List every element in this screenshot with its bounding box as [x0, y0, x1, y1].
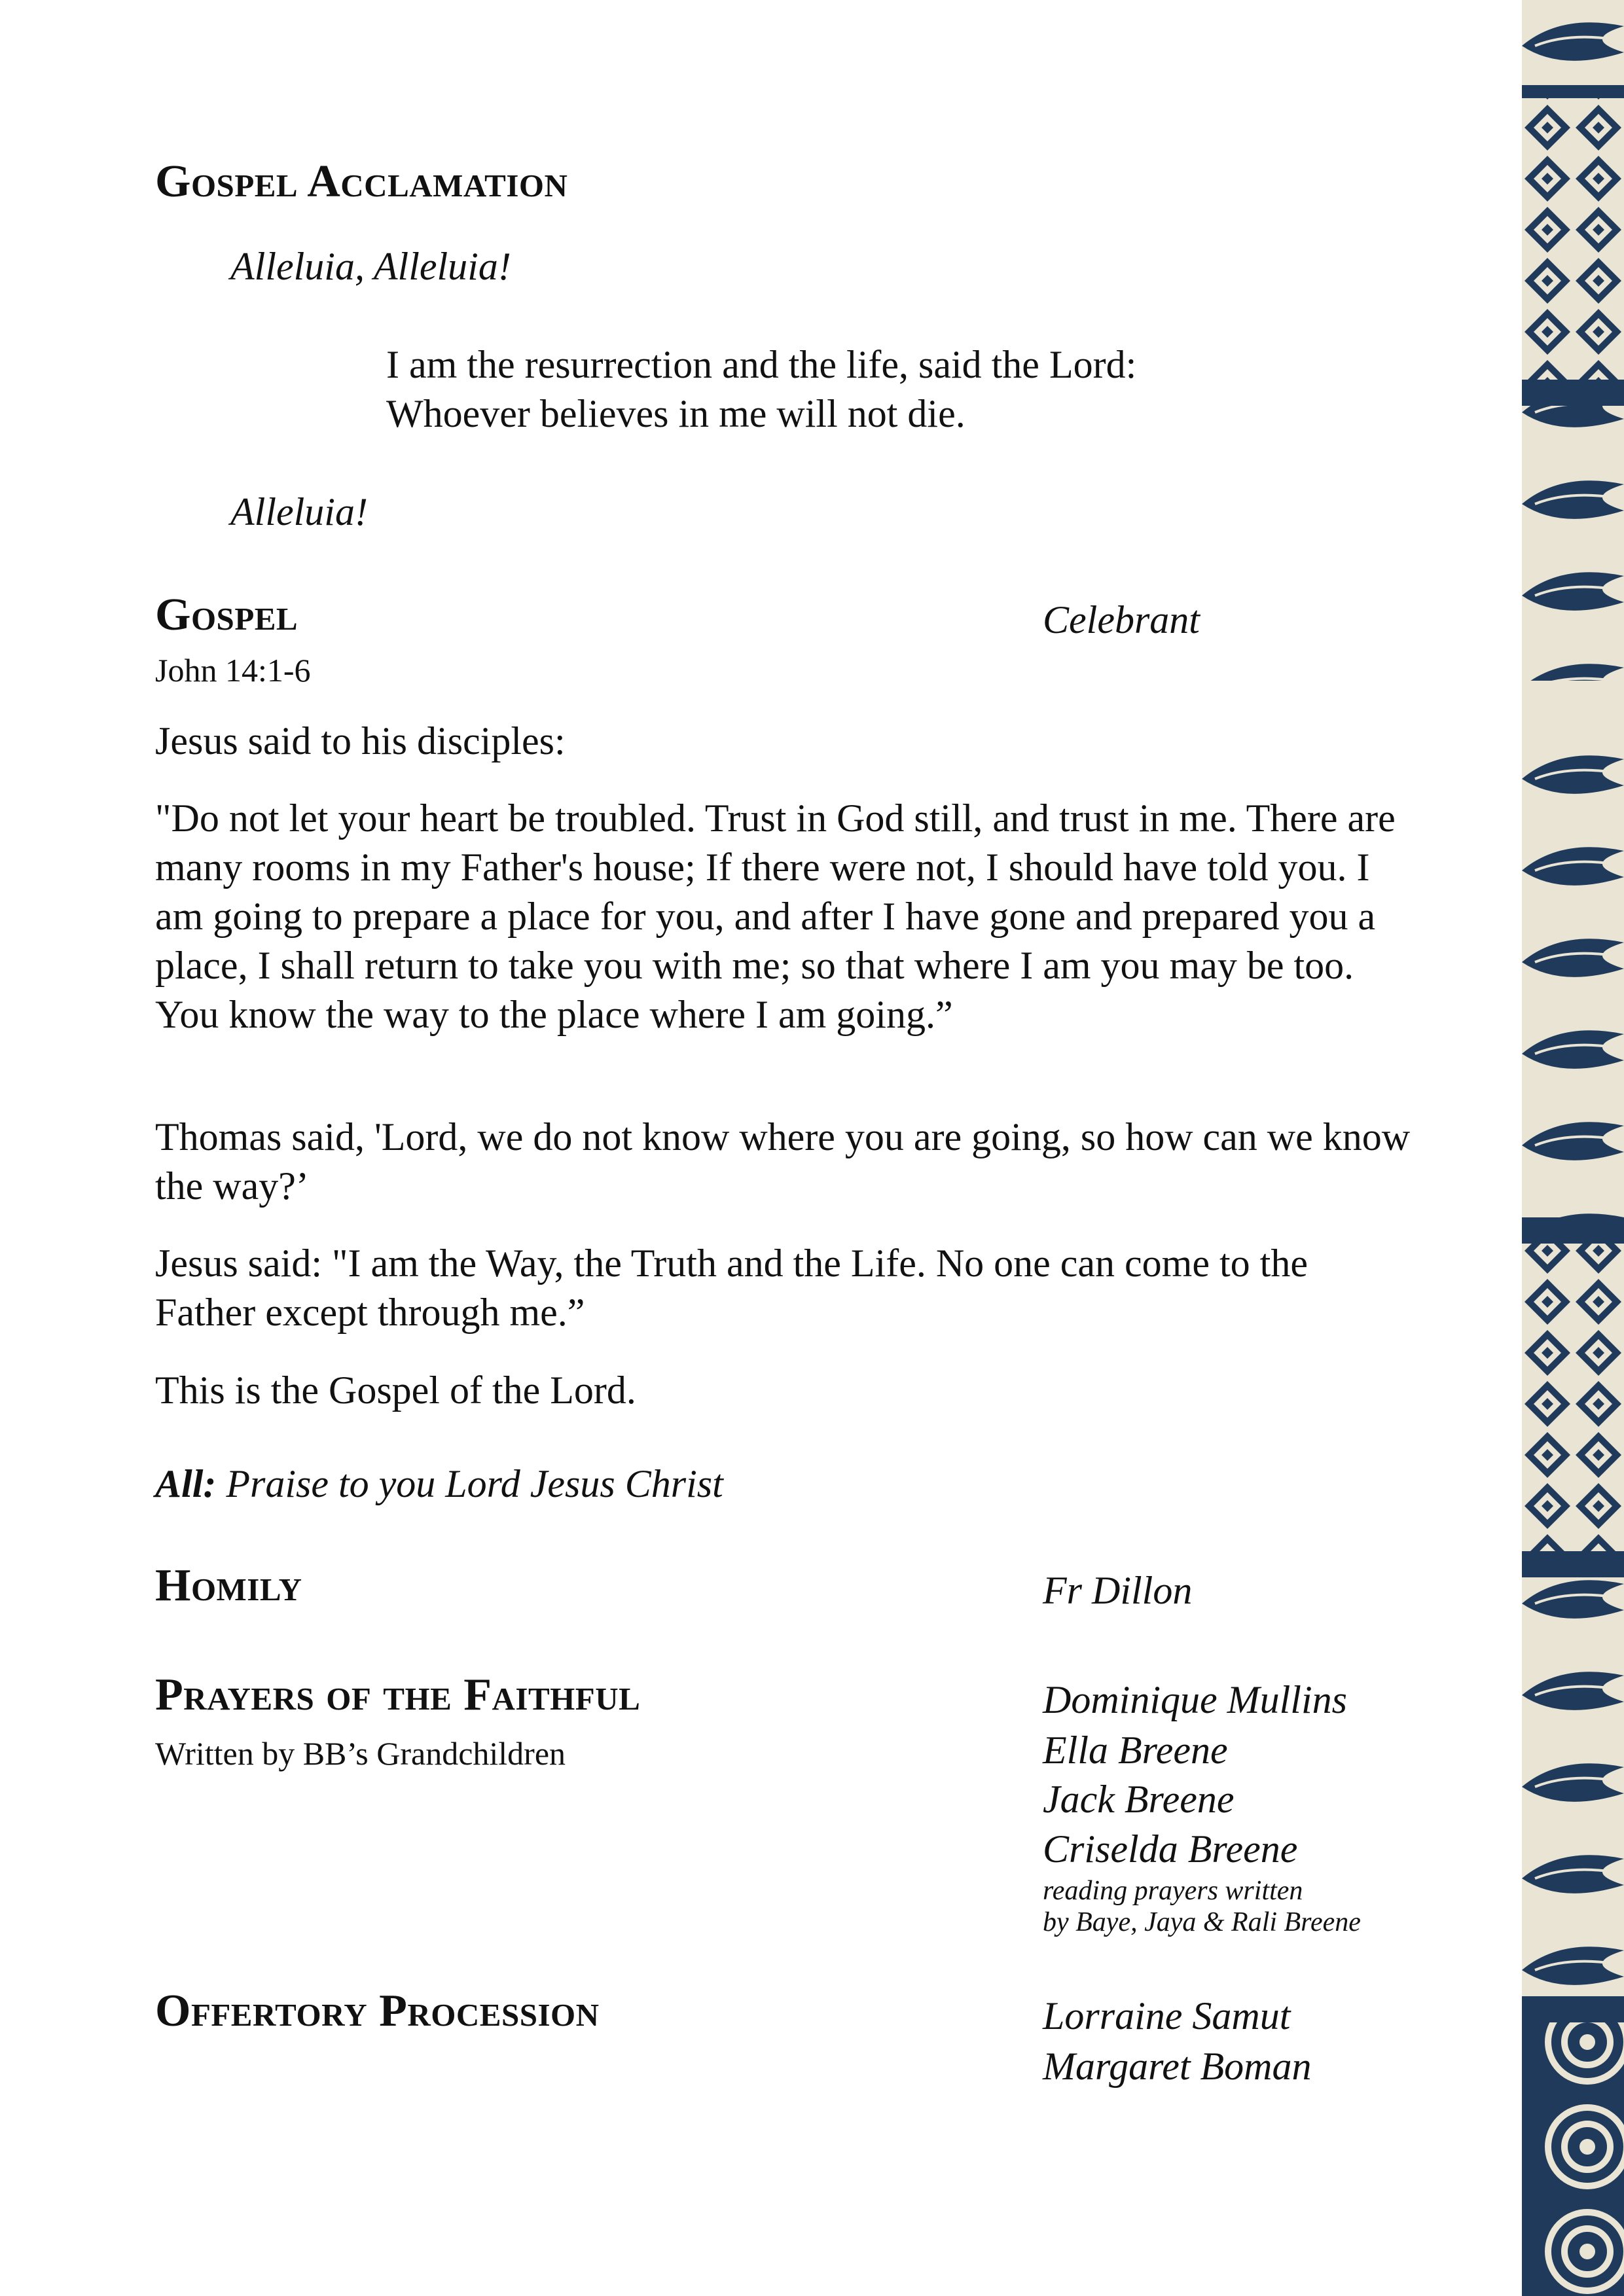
prayers-reader: Ella Breene: [1043, 1729, 1228, 1772]
offertory-reader: Margaret Boman: [1043, 2045, 1312, 2088]
gospel-paragraph: Jesus said: "I am the Way, the Truth and the Life. No one can come to the Father except through me.”: [155, 1242, 1308, 1334]
gospel-reader: Celebrant: [1043, 598, 1200, 641]
prayers-subtitle: Written by BB’s Grandchildren: [155, 1735, 566, 1772]
alleluia-close: Alleluia!: [230, 490, 368, 533]
alleluia-open: Alleluia, Alleluia!: [230, 245, 511, 288]
gospel-acclamation-heading: Gospel Acclamation: [155, 156, 568, 207]
offertory-heading: Offertory Procession: [155, 1986, 600, 2036]
response-text: Praise to you Lord Jesus Christ: [226, 1462, 723, 1505]
response-label: All:: [155, 1462, 217, 1505]
fabric-border: [1522, 0, 1624, 2296]
fabric-pattern-image: [1522, 0, 1624, 2296]
prayers-reader: Jack Breene: [1043, 1778, 1235, 1821]
prayers-note-line2: by Baye, Jaya & Rali Breene: [1043, 1907, 1361, 1937]
gospel-reference: John 14:1-6: [155, 652, 311, 689]
acclamation-verse-line1: I am the resurrection and the life, said the Lord:: [386, 343, 1137, 386]
offertory-reader: Lorraine Samut: [1043, 1994, 1291, 2037]
acclamation-verse-line2: Whoever believes in me will not die.: [386, 392, 965, 435]
homily-heading: Homily: [155, 1560, 302, 1611]
prayers-note-line1: reading prayers written: [1043, 1876, 1303, 1906]
gospel-paragraph: "Do not let your heart be troubled. Trust in God still, and trust in me. There are many rooms in my Father's house; If there were not, I should have told you. I am going to prepare a place for you, and after I have gone and prepared you a place, I shall return to take you with me; so that where I am you may be too. You know the way to the place where I am going.”: [155, 797, 1396, 1036]
gospel-paragraph: Jesus said to his disciples:: [155, 719, 566, 762]
homily-reader: Fr Dillon: [1043, 1569, 1193, 1612]
prayers-reader: Dominique Mullins: [1043, 1678, 1347, 1721]
gospel-paragraph: This is the Gospel of the Lord.: [155, 1369, 636, 1412]
prayers-heading: Prayers of the Faithful: [155, 1670, 641, 1720]
prayers-reader: Criselda Breene: [1043, 1827, 1298, 1871]
gospel-heading: Gospel: [155, 590, 298, 640]
gospel-response: [155, 1460, 723, 1509]
gospel-paragraph: Thomas said, 'Lord, we do not know where you are going, so how can we know the way?’: [155, 1115, 1411, 1208]
